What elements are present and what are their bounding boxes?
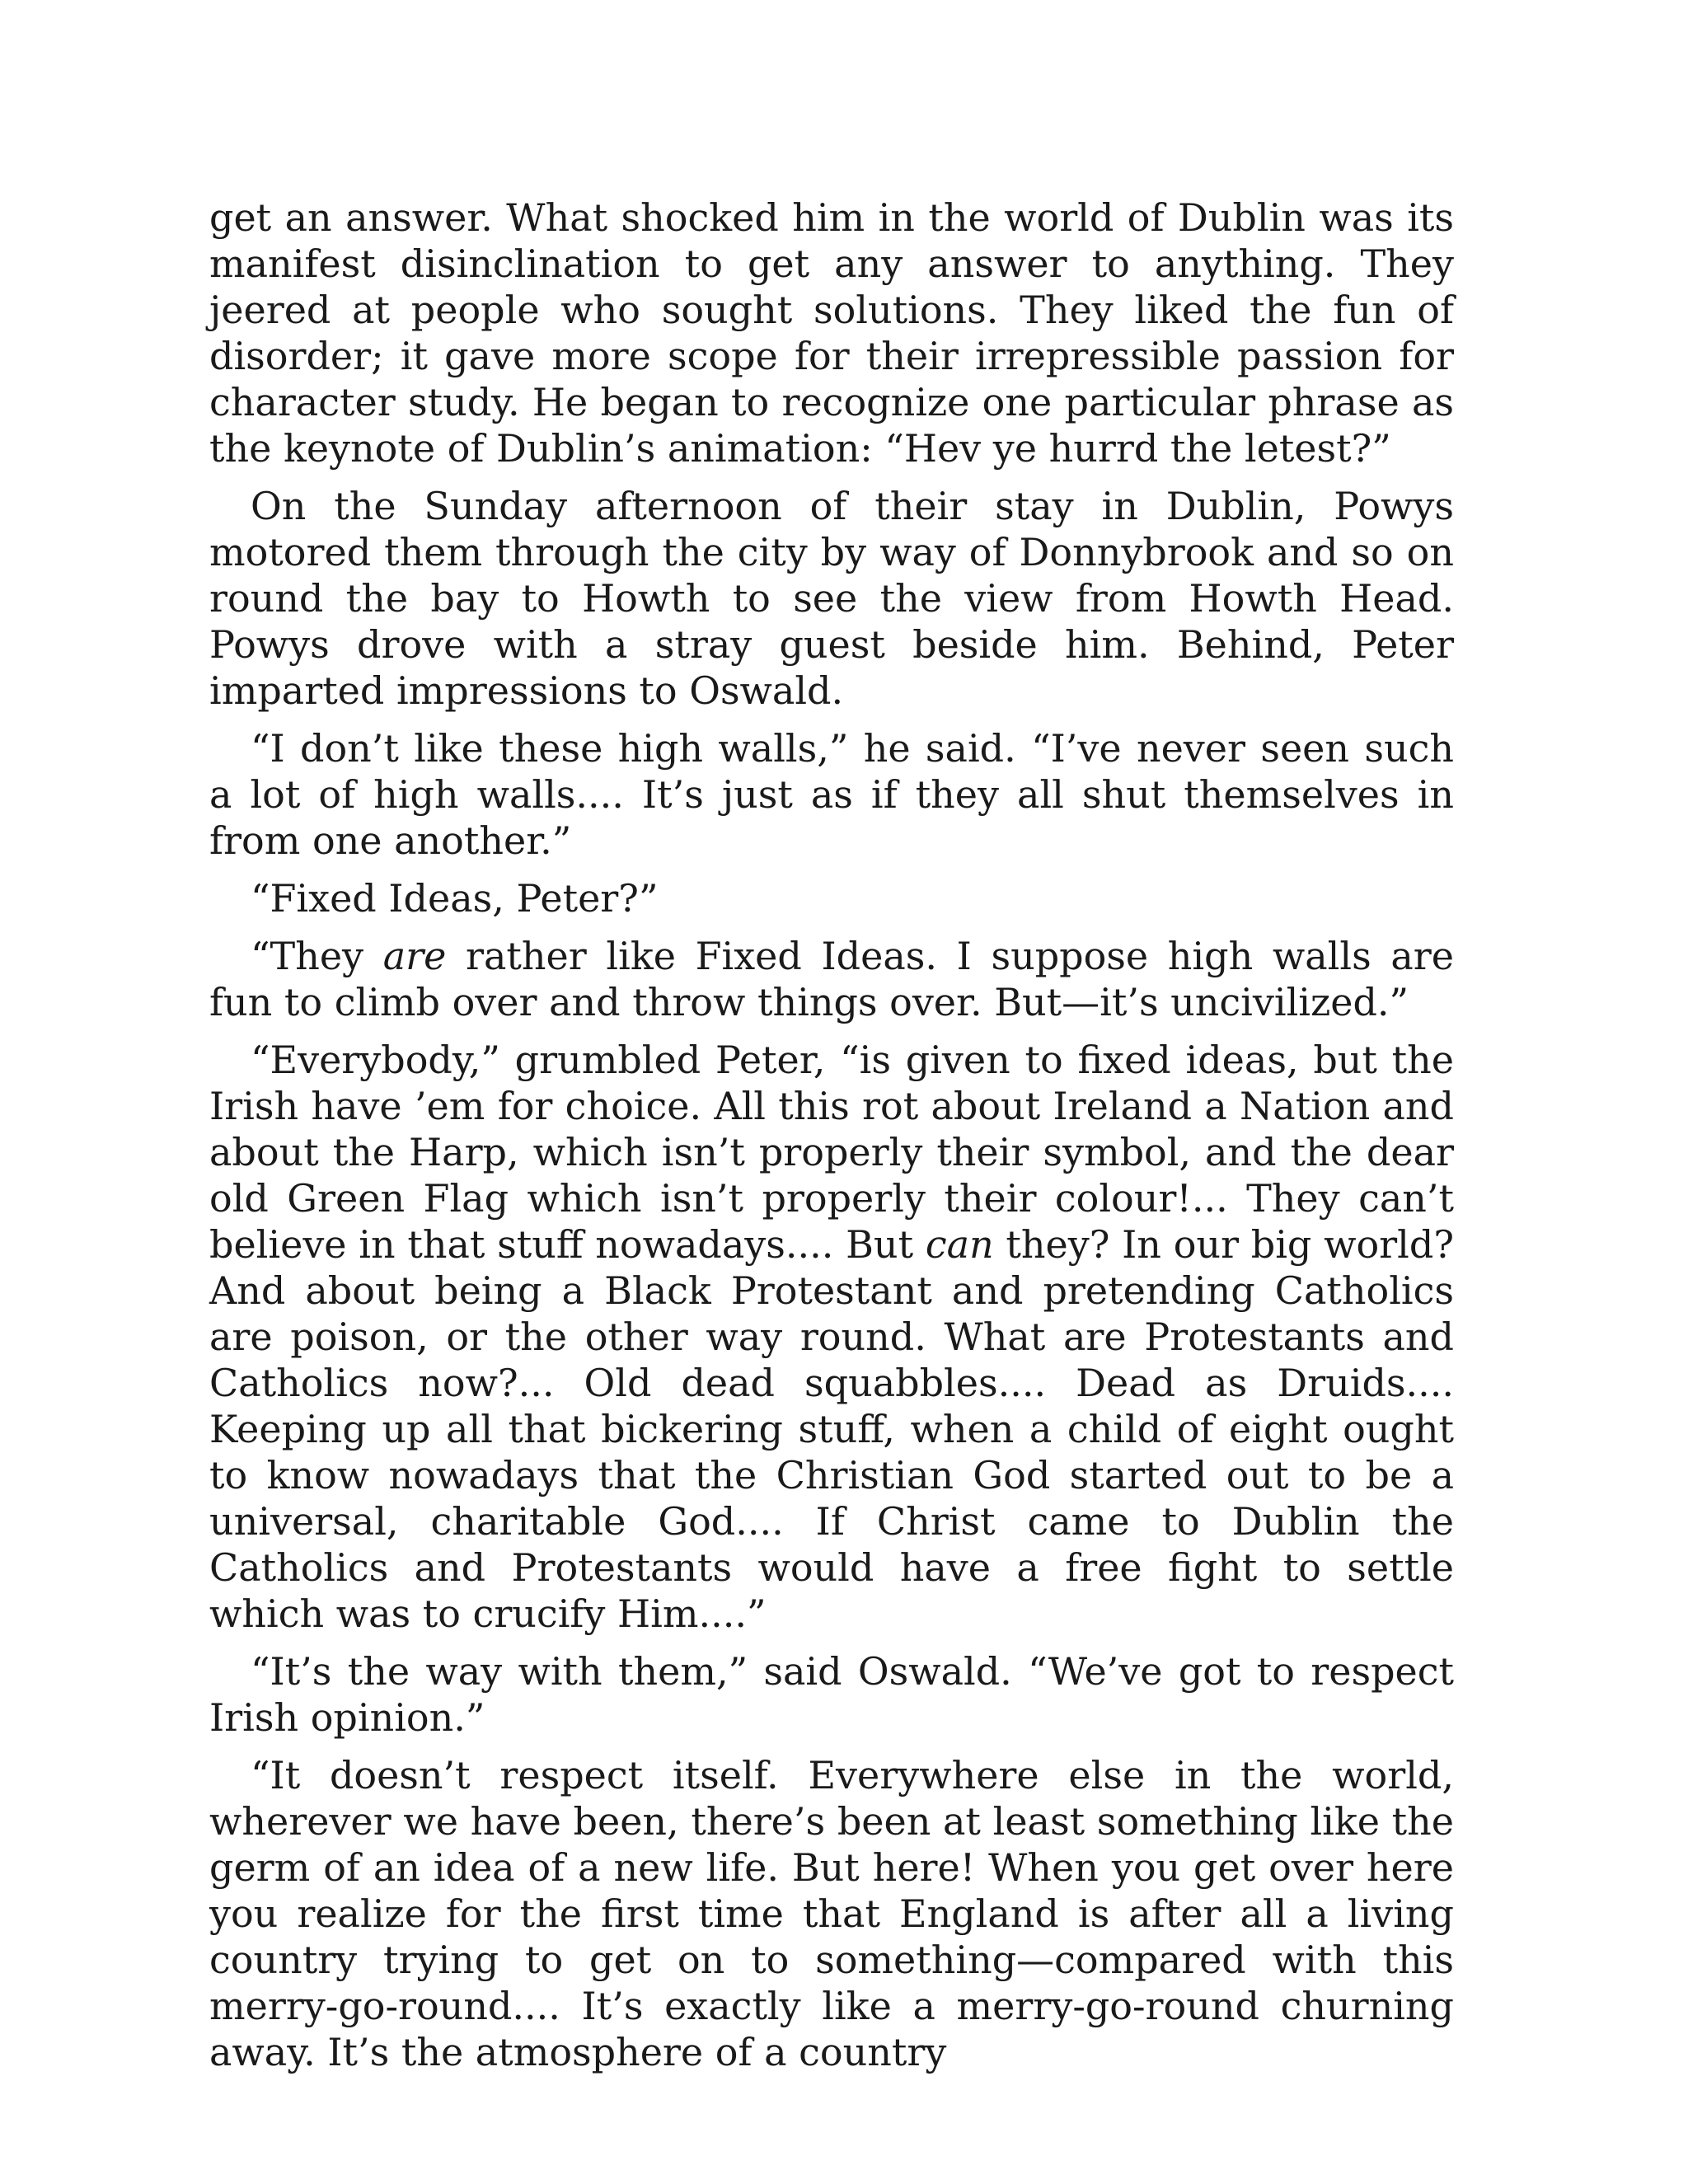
paragraph [209,483,1454,714]
text-run: “It’s the way with them,” said Oswald. “We’ve got to respect Irish opinion.” [209,1649,1454,1740]
paragraph [209,933,1454,1025]
page-text [209,194,1454,2087]
paragraph [209,1037,1454,1637]
paragraph [209,194,1454,471]
text-run: rather like Fixed Ideas. I suppose high walls are fun to climb over and throw things over. But—it’s uncivilized.” [209,934,1454,1024]
text-run: “It doesn’t respect itself. Everywhere else in the world, wherever we have been, there’s been at least something like the germ of an idea of a new life. But here! When you get over here you realize for the first time that England is after all a living country trying to get on to something—compared with this merry-go-round.... It’s exactly like a merry-go-round churning away. It’s the atmosphere of a country [209,1753,1454,2074]
text-run: “They [251,934,383,978]
paragraph [209,875,1454,921]
paragraph [209,1752,1454,2075]
text-run: they? In our big world? And about being a Black Protestant and pretending Catholics are poison, or the other way round. What are Protestants and Catholics now?... Old dead squabbles.... Dead as Druids.... Keeping up all that bickering stuff, when a child of eight ought to know nowadays that the Christian God started out to be a universal, charitable God.... If Christ came to Dublin the Catholics and Protestants would have a free fight to settle which was to crucify Him....” [209,1222,1454,1636]
text-run: get an answer. What shocked him in the world of Dublin was its manifest disinclination to get any answer to anything. They jeered at people who sought solutions. They liked the fun of disorder; it gave more scope for their irrepressible passion for character study. He began to recognize one particular phrase as the keynote of Dublin’s animation: “Hev ye hurrd the letest?” [209,195,1454,471]
paragraph [209,1648,1454,1741]
text-run: “Everybody,” grumbled Peter, “is given to fixed ideas, but the Irish have ’em for choice. All this rot about Ireland a Nation and about the Harp, which isn’t properly their symbol, and the dear old Green Flag which isn’t properly their colour!... They can’t believe in that stuff nowadays.... But [209,1038,1454,1267]
emphasis: can [925,1222,994,1267]
text-run: “I don’t like these high walls,” he said. “I’ve never seen such a lot of high walls.... It’s just as if they all shut themselves in from one another.” [209,726,1454,863]
emphasis: are [382,934,447,978]
text-run: On the Sunday afternoon of their stay in Dublin, Powys motored them through the city by way of Donnybrook and so on round the bay to Howth to see the view from Howth Head. Powys drove with a stray guest beside him. Behind, Peter imparted impressions to Oswald. [209,484,1454,713]
paragraph [209,725,1454,864]
text-run: “Fixed Ideas, Peter?” [251,876,659,921]
